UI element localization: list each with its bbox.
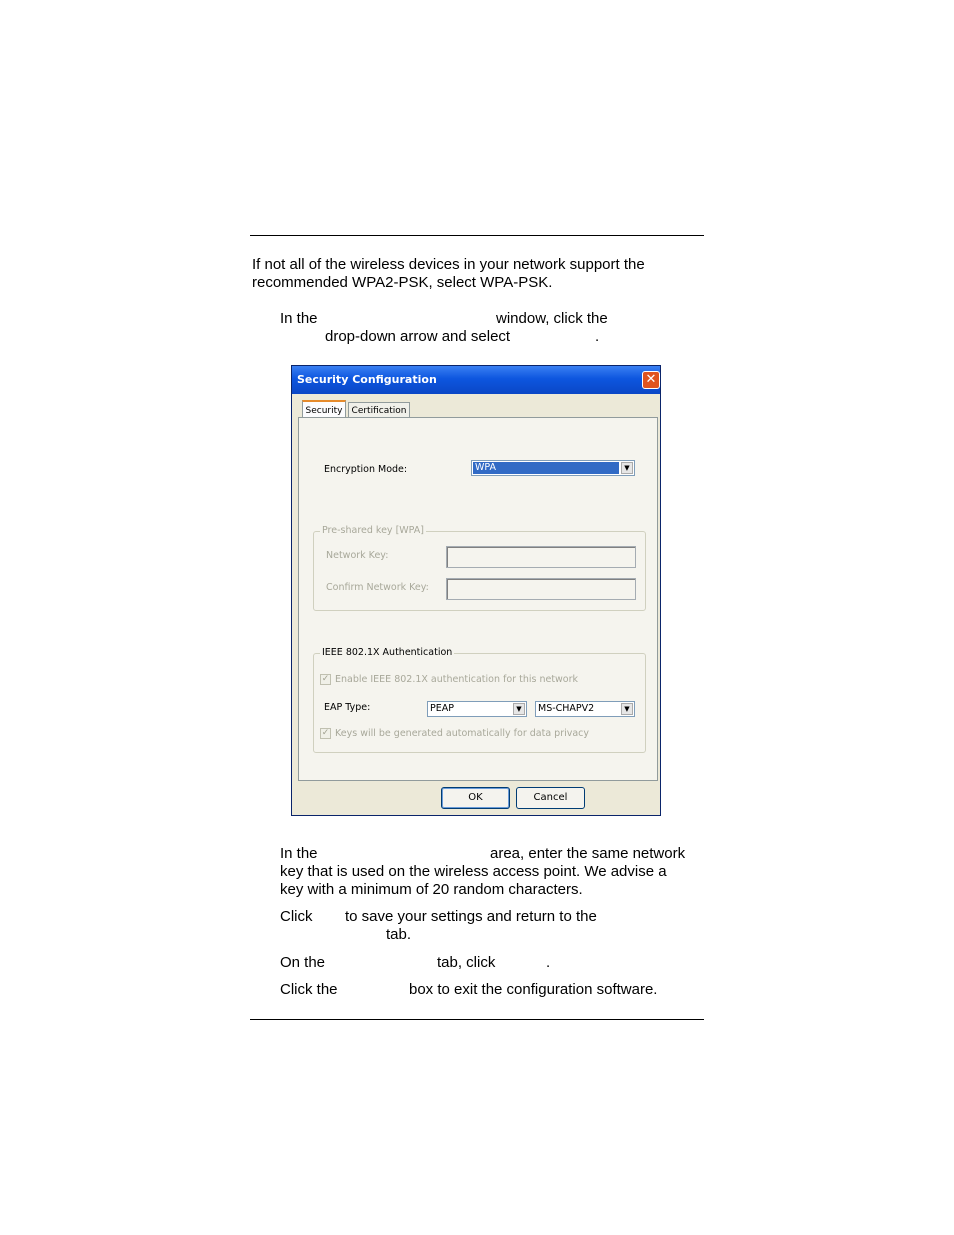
- inner-auth-select[interactable]: [535, 701, 635, 717]
- step2-line-3: key with a minimum of 20 random characters.: [280, 881, 583, 898]
- top-rule: [250, 235, 704, 236]
- chevron-down-icon[interactable]: ▼: [621, 703, 633, 715]
- pre-shared-key-legend: Pre-shared key [WPA]: [322, 525, 424, 536]
- security-tab-panel: [298, 417, 658, 781]
- step4-text-a: On the: [280, 954, 326, 971]
- tab-certification[interactable]: Certification: [348, 402, 410, 418]
- step2-text-a: In the: [280, 845, 318, 862]
- inner-auth-value: MS-CHAPV2: [538, 703, 595, 714]
- keys-auto-label: Keys will be generated automatically for data privacy: [335, 728, 590, 739]
- eap-type-select[interactable]: [427, 701, 527, 717]
- cancel-button[interactable]: Cancel: [516, 787, 585, 809]
- step1-text-b: window, click the: [496, 310, 608, 327]
- dialog-titlebar[interactable]: [292, 366, 660, 394]
- ieee-8021x-group: [313, 647, 646, 753]
- step4-text-b: tab, click: [437, 954, 496, 971]
- ieee-8021x-legend: IEEE 802.1X Authentication: [322, 647, 453, 658]
- confirm-network-key-input[interactable]: [446, 578, 636, 600]
- enable-ieee-label: Enable IEEE 802.1X authentication for this network: [335, 674, 579, 685]
- encryption-mode-label: Encryption Mode:: [324, 464, 408, 475]
- eap-type-label: EAP Type:: [324, 702, 371, 713]
- step4-text-c: .: [546, 954, 551, 971]
- bottom-rule: [250, 1019, 704, 1020]
- chevron-down-icon[interactable]: ▼: [513, 703, 525, 715]
- step5-text-b: box to exit the configuration software.: [409, 981, 658, 998]
- step1-text-d: .: [595, 328, 600, 345]
- step2-line-2: key that is used on the wireless access point. We advise a: [280, 863, 667, 880]
- step1-text-a: In the: [280, 310, 318, 327]
- network-key-input[interactable]: [446, 546, 636, 568]
- pre-shared-key-group: [313, 525, 646, 611]
- intro-line-1: If not all of the wireless devices in your network support the: [252, 256, 645, 273]
- intro-line-2: recommended WPA2-PSK, select WPA-PSK.: [252, 274, 553, 291]
- step2-text-b: area, enter the same network: [490, 845, 686, 862]
- step1-text-c: drop-down arrow and select: [325, 328, 511, 345]
- eap-type-value: PEAP: [430, 703, 454, 714]
- ok-button[interactable]: OK: [441, 787, 510, 809]
- step3-text-a: Click: [280, 908, 313, 925]
- encryption-mode-select[interactable]: [471, 460, 635, 476]
- confirm-network-key-label: Confirm Network Key:: [326, 582, 429, 593]
- enable-ieee-checkbox[interactable]: ✓: [321, 674, 330, 684]
- step3-text-b: to save your settings and return to the: [345, 908, 597, 925]
- tab-security[interactable]: Security: [302, 400, 346, 419]
- close-icon[interactable]: ✕: [642, 371, 660, 389]
- step5-text-a: Click the: [280, 981, 338, 998]
- keys-auto-checkbox[interactable]: ✓: [321, 728, 330, 738]
- chevron-down-icon[interactable]: ▼: [621, 462, 633, 474]
- encryption-mode-value: WPA: [473, 462, 619, 474]
- network-key-label: Network Key:: [326, 550, 389, 561]
- dialog-title: Security Configuration: [297, 373, 437, 386]
- step3-text-c: tab.: [386, 926, 412, 943]
- security-configuration-dialog: [291, 365, 661, 816]
